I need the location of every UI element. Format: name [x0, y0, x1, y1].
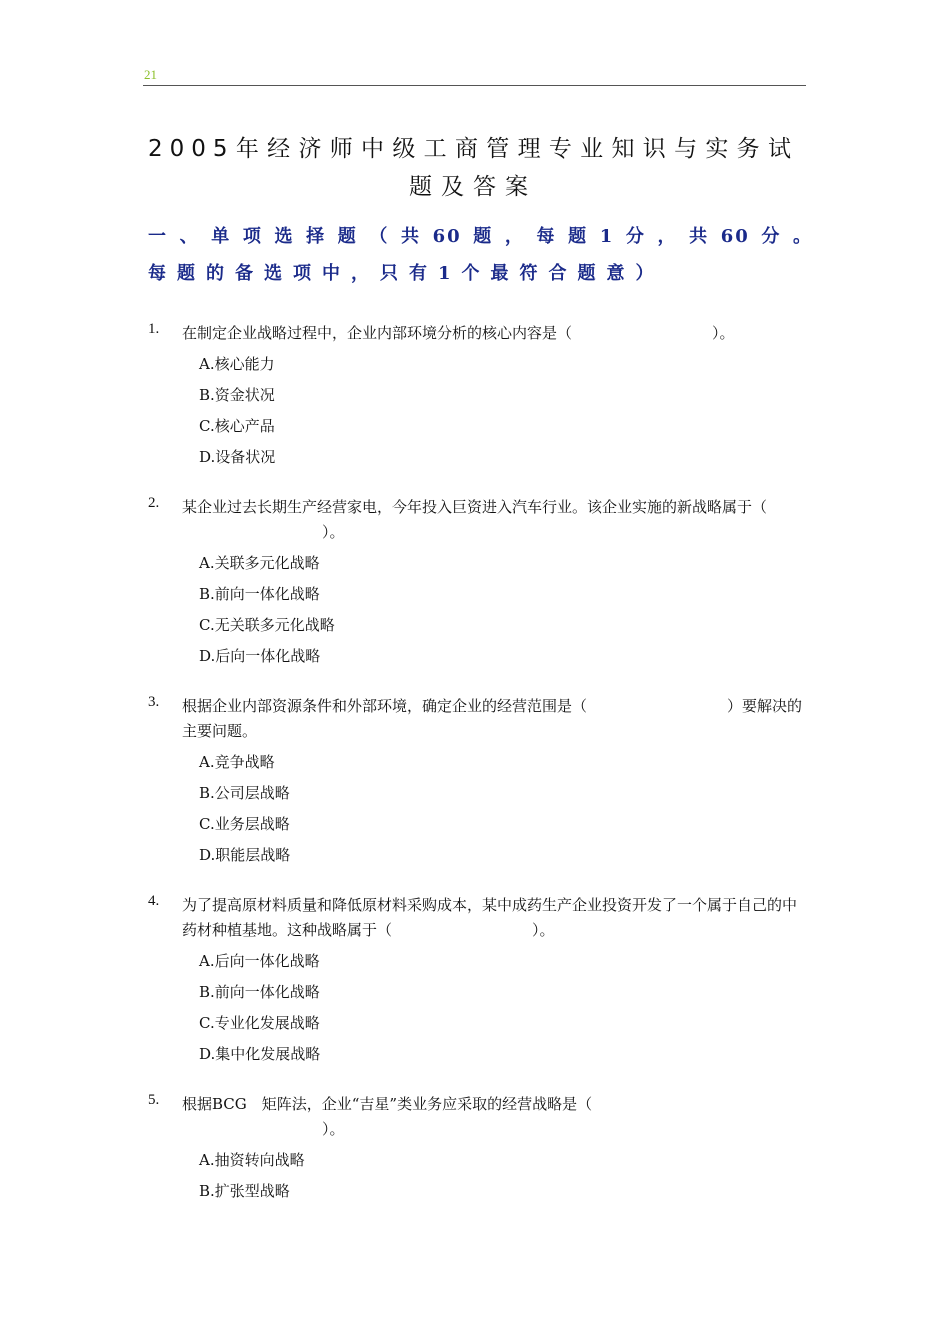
option: C.专业化发展战略: [199, 1014, 320, 1032]
option: C.业务层战略: [199, 815, 290, 833]
section-heading: [148, 218, 813, 292]
header-rule: [143, 85, 806, 86]
question-stem: 在制定企业战略过程中，企业内部环境分析的核心内容是（ ）。: [182, 324, 735, 342]
option: D.后向一体化战略: [199, 647, 321, 665]
option: A.后向一体化战略: [199, 952, 320, 970]
section-heading-line-1: 一、单项选择题（共60题，每题1分，共60分。: [148, 226, 813, 247]
question-stem: 为了提高原材料质量和降低原材料采购成本，某中成药生产企业投资开发了一个属于自己的中药材种植基地。这种战略属于（ ）。: [182, 896, 798, 939]
question-4: [148, 893, 808, 1070]
question-stem: 根据BCG 矩阵法，企业“吉星”类业务应采取的经营战略是（）。: [182, 1095, 593, 1138]
question-number: 4.: [148, 893, 160, 909]
question-3: [148, 694, 808, 871]
option: A.竞争战略: [199, 753, 275, 771]
option: A.关联多元化战略: [199, 554, 320, 572]
option: D.集中化发展战略: [199, 1045, 321, 1063]
question-number: 5.: [148, 1092, 160, 1108]
option: C.无关联多元化战略: [199, 616, 335, 634]
question-2: [148, 495, 808, 672]
question-number: 1.: [148, 321, 160, 337]
option: A.抽资转向战略: [199, 1151, 305, 1169]
question-stem: 某企业过去长期生产经营家电，今年投入巨资进入汽车行业。该企业实施的新战略属于（）。: [182, 498, 768, 541]
option: B.公司层战略: [199, 784, 290, 802]
page-number: 21: [144, 67, 157, 82]
question-number: 3.: [148, 694, 160, 710]
option: C.核心产品: [199, 417, 275, 435]
option: D.设备状况: [199, 448, 276, 466]
question-5: [148, 1092, 808, 1207]
question-1: [148, 321, 808, 473]
title-line-2: 题及答案: [409, 174, 537, 200]
option: A.核心能力: [199, 355, 275, 373]
question-stem: 根据企业内部资源条件和外部环境，确定企业的经营范围是（ ）要解决的主要问题。: [182, 697, 803, 740]
title-line-1: 2005年经济师中级工商管理专业知识与实务试: [148, 136, 798, 162]
option: D.职能层战略: [199, 846, 291, 864]
option: B.资金状况: [199, 386, 275, 404]
question-number: 2.: [148, 495, 160, 511]
option: B.扩张型战略: [199, 1182, 290, 1200]
section-heading-line-2: 每题的备选项中，只有1个最符合题意）: [148, 263, 665, 284]
document-title: [148, 130, 798, 206]
option: B.前向一体化战略: [199, 585, 320, 603]
option: B.前向一体化战略: [199, 983, 320, 1001]
